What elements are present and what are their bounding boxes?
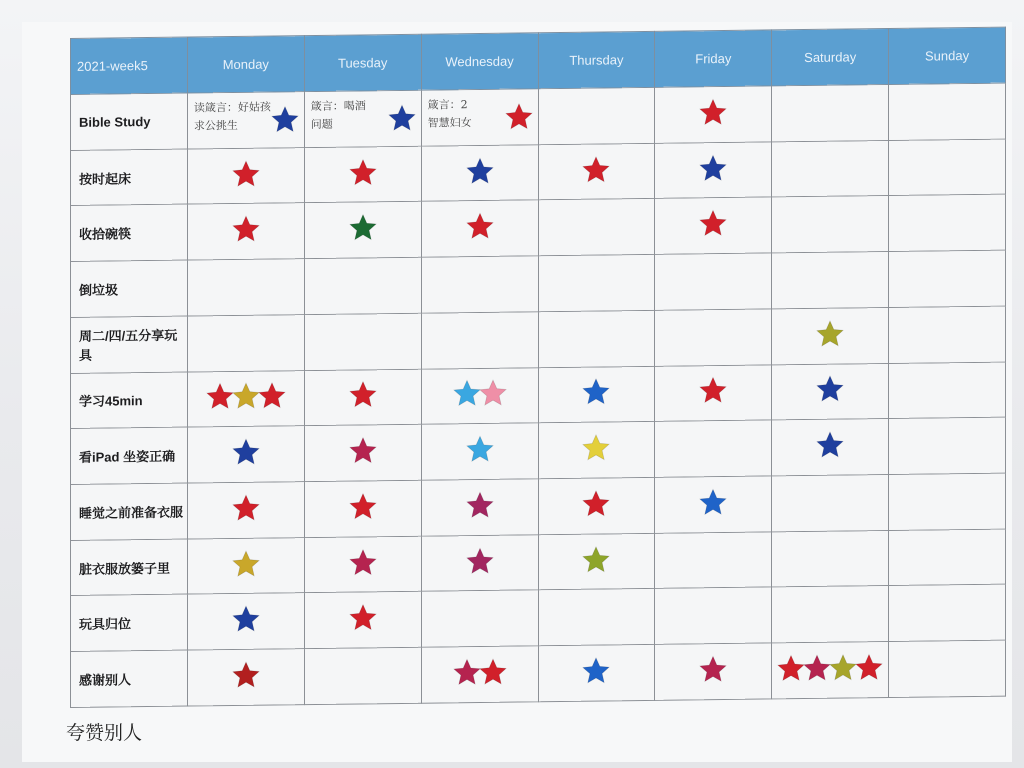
star-sticker-icon — [465, 155, 495, 185]
star-group — [506, 101, 532, 131]
star-sticker-icon — [815, 318, 845, 348]
task-label: 倒垃圾 — [71, 260, 188, 317]
day-cell[interactable] — [421, 423, 538, 480]
star-sticker-icon — [465, 545, 495, 575]
star-group — [467, 434, 493, 464]
star-sticker-icon — [504, 101, 534, 131]
day-cell[interactable] — [421, 256, 538, 313]
day-cell[interactable] — [889, 139, 1006, 196]
day-cell[interactable] — [187, 147, 304, 204]
task-label: 感谢别人 — [71, 650, 188, 707]
day-cell[interactable] — [538, 199, 655, 256]
day-cell[interactable] — [889, 529, 1006, 586]
star-sticker-icon — [581, 488, 611, 518]
star-group — [233, 548, 259, 578]
day-cell[interactable] — [772, 252, 889, 309]
task-label: 按时起床 — [71, 149, 188, 206]
day-cell[interactable] — [538, 477, 655, 534]
day-header-thursday: Thursday — [538, 31, 655, 88]
day-cell[interactable] — [421, 479, 538, 536]
star-sticker-icon — [478, 378, 508, 408]
day-cell[interactable] — [421, 312, 538, 369]
day-cell[interactable] — [538, 533, 655, 590]
handwritten-cell-note: 读箴言：好姑孩 求公挑生 — [193, 100, 271, 133]
day-cell[interactable] — [655, 365, 772, 422]
day-cell[interactable] — [772, 307, 889, 364]
star-group — [467, 545, 493, 575]
day-cell[interactable] — [187, 259, 304, 316]
star-sticker-icon — [698, 153, 728, 183]
day-cell[interactable] — [304, 90, 421, 147]
day-cell[interactable] — [772, 419, 889, 476]
star-sticker-icon — [581, 544, 611, 574]
star-sticker-icon — [581, 377, 611, 407]
star-sticker-icon — [231, 548, 261, 578]
day-cell[interactable] — [304, 257, 421, 314]
star-group — [233, 437, 259, 467]
star-group — [700, 654, 726, 684]
day-cell[interactable] — [421, 646, 538, 703]
star-group — [467, 211, 493, 241]
day-cell[interactable] — [772, 84, 889, 141]
day-cell[interactable] — [304, 592, 421, 649]
day-cell[interactable] — [304, 369, 421, 426]
star-sticker-icon — [348, 603, 378, 633]
handwritten-cell-note: 箴言：2 智慧妇女 — [427, 98, 472, 130]
star-sticker-icon — [465, 490, 495, 520]
star-group — [350, 491, 376, 521]
task-label: 学习45min — [71, 372, 188, 429]
star-sticker-icon — [231, 660, 261, 690]
star-sticker-icon — [348, 491, 378, 521]
task-label: 看iPad 坐姿正确 — [71, 427, 188, 484]
star-group — [454, 378, 506, 409]
task-label: 周二/四/五分享玩具 — [71, 316, 188, 373]
star-sticker-icon — [348, 213, 378, 243]
star-sticker-icon — [698, 208, 728, 238]
day-cell[interactable] — [421, 145, 538, 202]
task-label: 睡觉之前准备衣服 — [71, 483, 188, 540]
day-cell[interactable] — [655, 253, 772, 310]
star-group — [272, 104, 298, 134]
task-row — [71, 640, 1006, 707]
day-cell[interactable] — [889, 83, 1006, 140]
star-group — [350, 213, 376, 243]
star-group — [207, 381, 285, 412]
star-group — [233, 493, 259, 523]
day-cell[interactable] — [187, 203, 304, 260]
day-cell[interactable] — [304, 313, 421, 370]
star-group — [233, 660, 259, 690]
star-group — [233, 604, 259, 634]
star-group — [700, 375, 726, 405]
day-cell[interactable] — [772, 140, 889, 197]
star-sticker-icon — [815, 430, 845, 460]
day-cell[interactable] — [187, 370, 304, 427]
star-sticker-icon — [698, 654, 728, 684]
star-group — [583, 488, 609, 518]
day-cell[interactable] — [889, 585, 1006, 642]
star-sticker-icon — [815, 374, 845, 404]
day-cell[interactable] — [889, 306, 1006, 363]
day-cell[interactable] — [772, 196, 889, 253]
day-cell[interactable] — [655, 309, 772, 366]
star-group — [778, 652, 882, 683]
day-cell[interactable] — [889, 362, 1006, 419]
star-group — [700, 97, 726, 127]
star-group — [817, 430, 843, 460]
star-sticker-icon — [231, 604, 261, 634]
day-cell[interactable] — [421, 200, 538, 257]
star-group — [583, 154, 609, 184]
star-sticker-icon — [231, 214, 261, 244]
day-cell[interactable] — [187, 426, 304, 483]
day-cell[interactable] — [304, 480, 421, 537]
task-label: Bible Study — [71, 93, 188, 150]
star-sticker-icon — [698, 487, 728, 517]
star-sticker-icon — [348, 380, 378, 410]
star-sticker-icon — [348, 435, 378, 465]
task-rows — [71, 83, 1006, 707]
star-group — [467, 490, 493, 520]
star-group — [817, 374, 843, 404]
star-sticker-icon — [348, 547, 378, 577]
star-sticker-icon — [698, 97, 728, 127]
star-sticker-icon — [465, 211, 495, 241]
day-cell[interactable] — [538, 422, 655, 479]
day-cell[interactable] — [304, 536, 421, 593]
star-group — [583, 656, 609, 686]
day-cell[interactable] — [538, 143, 655, 200]
star-group — [350, 157, 376, 187]
handwritten-cell-note: 箴言：喝酒 问题 — [310, 99, 366, 132]
star-sticker-icon — [231, 493, 261, 523]
day-cell[interactable] — [187, 593, 304, 650]
day-cell[interactable] — [655, 142, 772, 199]
star-group — [700, 208, 726, 238]
star-group — [350, 380, 376, 410]
star-group — [454, 657, 506, 688]
star-sticker-icon — [387, 103, 417, 133]
star-group — [350, 547, 376, 577]
star-group — [350, 603, 376, 633]
day-cell[interactable] — [655, 197, 772, 254]
day-cell[interactable] — [421, 89, 538, 146]
day-header-friday: Friday — [655, 30, 772, 87]
star-group — [389, 103, 415, 133]
day-cell[interactable] — [421, 590, 538, 647]
day-header-tuesday: Tuesday — [304, 34, 421, 91]
star-sticker-icon — [231, 437, 261, 467]
star-group — [583, 544, 609, 574]
day-header-saturday: Saturday — [772, 28, 889, 85]
task-label: 玩具归位 — [71, 595, 188, 652]
task-label: 脏衣服放篓子里 — [71, 539, 188, 596]
day-header-wednesday: Wednesday — [421, 33, 538, 90]
day-cell[interactable] — [889, 417, 1006, 474]
day-cell[interactable] — [655, 643, 772, 700]
star-sticker-icon — [854, 652, 884, 682]
day-cell[interactable] — [772, 530, 889, 587]
star-group — [350, 435, 376, 465]
star-sticker-icon — [581, 433, 611, 463]
star-sticker-icon — [478, 657, 508, 687]
day-cell[interactable] — [772, 363, 889, 420]
reward-table — [70, 27, 1006, 708]
day-cell[interactable] — [655, 587, 772, 644]
day-cell[interactable] — [889, 640, 1006, 697]
day-cell[interactable] — [655, 476, 772, 533]
star-group — [233, 158, 259, 188]
day-cell[interactable] — [187, 649, 304, 706]
star-group — [700, 487, 726, 517]
star-sticker-icon — [465, 434, 495, 464]
handwritten-note: 夸赞别人 — [66, 722, 143, 744]
star-group — [467, 155, 493, 185]
day-cell[interactable] — [538, 87, 655, 144]
star-group — [700, 153, 726, 183]
day-cell[interactable] — [421, 535, 538, 592]
day-cell[interactable] — [187, 537, 304, 594]
day-cell[interactable] — [187, 482, 304, 539]
star-sticker-icon — [231, 158, 261, 188]
star-group — [233, 214, 259, 244]
day-cell[interactable] — [772, 475, 889, 532]
day-header-sunday: Sunday — [889, 27, 1006, 84]
day-cell[interactable] — [538, 366, 655, 423]
day-cell[interactable] — [772, 586, 889, 643]
reward-chart — [70, 27, 1006, 708]
day-cell[interactable] — [304, 202, 421, 259]
day-cell[interactable] — [304, 425, 421, 482]
week-label: 2021-week5 — [71, 37, 188, 94]
day-cell[interactable] — [772, 642, 889, 699]
day-cell[interactable] — [538, 645, 655, 702]
star-sticker-icon — [348, 157, 378, 187]
star-sticker-icon — [270, 104, 300, 134]
day-cell[interactable] — [655, 420, 772, 477]
day-cell[interactable] — [889, 195, 1006, 252]
task-label: 收拾碗筷 — [71, 205, 188, 262]
star-sticker-icon — [581, 655, 611, 685]
star-sticker-icon — [698, 375, 728, 405]
day-cell[interactable] — [538, 310, 655, 367]
star-sticker-icon — [581, 154, 611, 184]
day-cell[interactable] — [655, 532, 772, 589]
day-cell[interactable] — [655, 86, 772, 143]
star-group — [583, 433, 609, 463]
day-cell[interactable] — [538, 589, 655, 646]
day-header-monday: Monday — [187, 36, 304, 93]
day-cell[interactable] — [889, 473, 1006, 530]
day-cell[interactable] — [421, 367, 538, 424]
day-cell[interactable] — [889, 250, 1006, 307]
day-cell[interactable] — [187, 315, 304, 372]
star-sticker-icon — [257, 381, 287, 411]
day-cell[interactable] — [187, 92, 304, 149]
star-group — [817, 318, 843, 348]
day-cell[interactable] — [304, 647, 421, 704]
star-group — [583, 377, 609, 407]
day-cell[interactable] — [304, 146, 421, 203]
day-cell[interactable] — [538, 255, 655, 312]
